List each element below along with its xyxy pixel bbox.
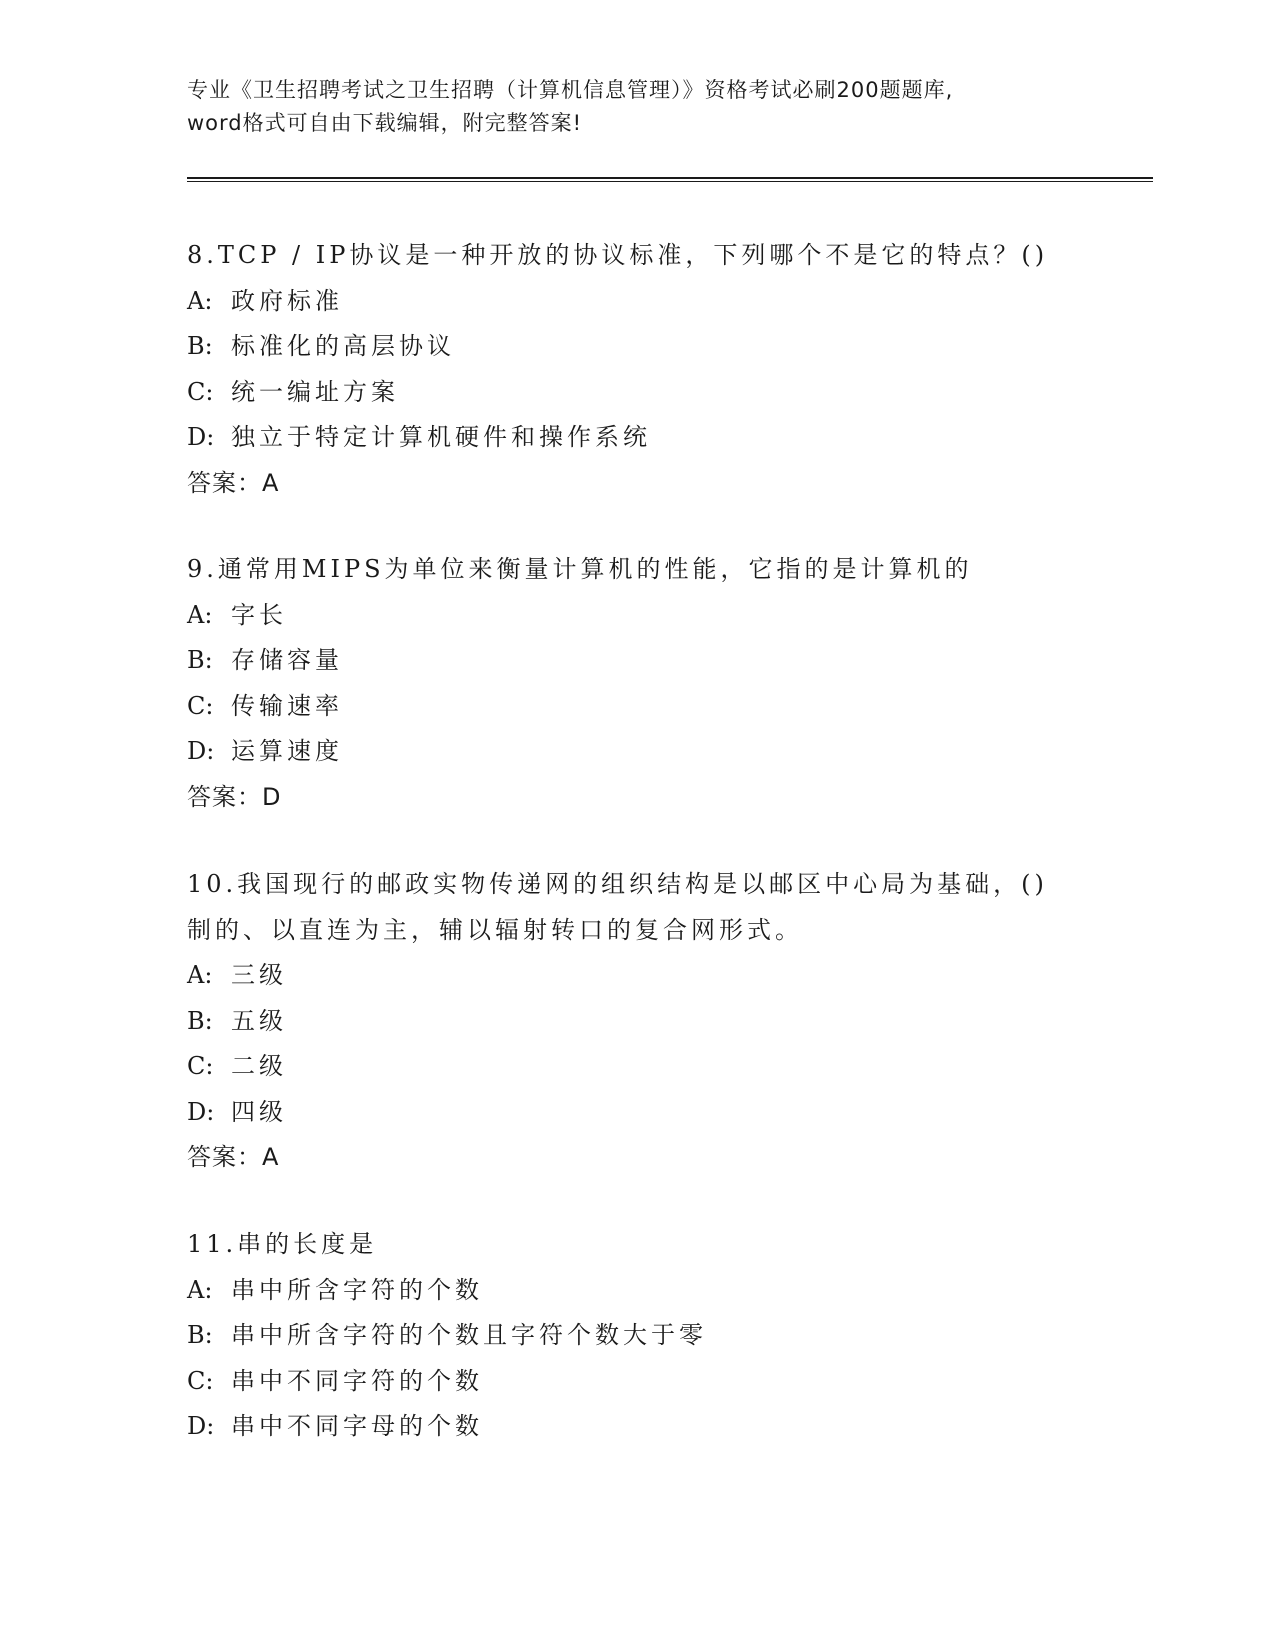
option-letter: D: <box>187 1097 215 1126</box>
option-text: 独立于特定计算机硬件和操作系统 <box>231 423 651 451</box>
option-a <box>187 953 1137 999</box>
option-d <box>187 729 1137 775</box>
option-b <box>187 999 1137 1045</box>
option-letter: A: <box>187 286 213 315</box>
option-text: 字长 <box>231 600 287 629</box>
header-line-1: 专业《卫生招聘考试之卫生招聘（计算机信息管理）》资格考试必刷200题题库, <box>187 78 954 102</box>
option-letter: B: <box>187 332 213 360</box>
question-10 <box>187 862 1137 1181</box>
option-a <box>187 593 1137 639</box>
question-11 <box>187 1222 1137 1450</box>
option-letter: C: <box>187 377 214 406</box>
option-d <box>187 1090 1137 1136</box>
option-letter: B: <box>187 646 213 674</box>
answer-label: 答案：A <box>187 1143 280 1171</box>
option-letter: A: <box>187 600 213 629</box>
question-stem: 10.我国现行的邮政实物传递网的组织结构是以邮区中心局为基础，() <box>187 870 1048 898</box>
header-divider <box>187 177 1153 182</box>
option-text: 统一编址方案 <box>231 377 399 406</box>
option-b <box>187 638 1137 684</box>
option-a <box>187 279 1137 325</box>
option-letter: B: <box>187 1321 213 1349</box>
option-d <box>187 415 1137 461</box>
option-text: 串中不同字母的个数 <box>231 1412 483 1440</box>
option-letter: D: <box>187 737 215 765</box>
option-text: 串中所含字符的个数且字符个数大于零 <box>231 1321 707 1349</box>
option-text: 二级 <box>231 1052 287 1080</box>
option-text: 三级 <box>231 961 287 989</box>
option-text: 传输速率 <box>231 691 343 720</box>
option-letter: B: <box>187 1006 213 1035</box>
option-c <box>187 1359 1137 1405</box>
option-c <box>187 684 1137 730</box>
option-letter: A: <box>187 1275 213 1304</box>
answer-label: 答案：A <box>187 468 280 497</box>
option-b <box>187 1313 1137 1359</box>
document-header <box>187 74 1087 140</box>
question-9 <box>187 547 1137 820</box>
option-letter: C: <box>187 1052 214 1080</box>
option-c <box>187 1044 1137 1090</box>
header-line-2: word格式可自由下载编辑，附完整答案! <box>187 111 583 135</box>
option-letter: D: <box>187 423 215 451</box>
option-c <box>187 370 1137 416</box>
option-letter: C: <box>187 1366 214 1395</box>
option-letter: A: <box>187 961 213 989</box>
option-letter: D: <box>187 1412 215 1440</box>
option-a <box>187 1268 1137 1314</box>
option-text: 存储容量 <box>231 646 343 674</box>
option-b <box>187 324 1137 370</box>
answer-label: 答案：D <box>187 782 282 811</box>
question-stem-continued: 制的、以直连为主，辅以辐射转口的复合网形式。 <box>187 915 803 944</box>
question-stem: 11.串的长度是 <box>187 1230 378 1258</box>
option-text: 串中所含字符的个数 <box>231 1275 483 1304</box>
option-d <box>187 1404 1137 1450</box>
question-stem: 9.通常用MIPS为单位来衡量计算机的性能，它指的是计算机的 <box>187 555 973 583</box>
option-text: 串中不同字符的个数 <box>231 1366 483 1395</box>
option-text: 四级 <box>231 1097 287 1126</box>
option-text: 标准化的高层协议 <box>231 332 455 360</box>
option-text: 五级 <box>231 1006 287 1035</box>
option-text: 政府标准 <box>231 286 343 315</box>
option-letter: C: <box>187 691 214 720</box>
question-8 <box>187 233 1137 506</box>
option-text: 运算速度 <box>231 737 343 765</box>
question-stem: 8.TCP / IP协议是一种开放的协议标准，下列哪个不是它的特点？() <box>187 241 1049 269</box>
